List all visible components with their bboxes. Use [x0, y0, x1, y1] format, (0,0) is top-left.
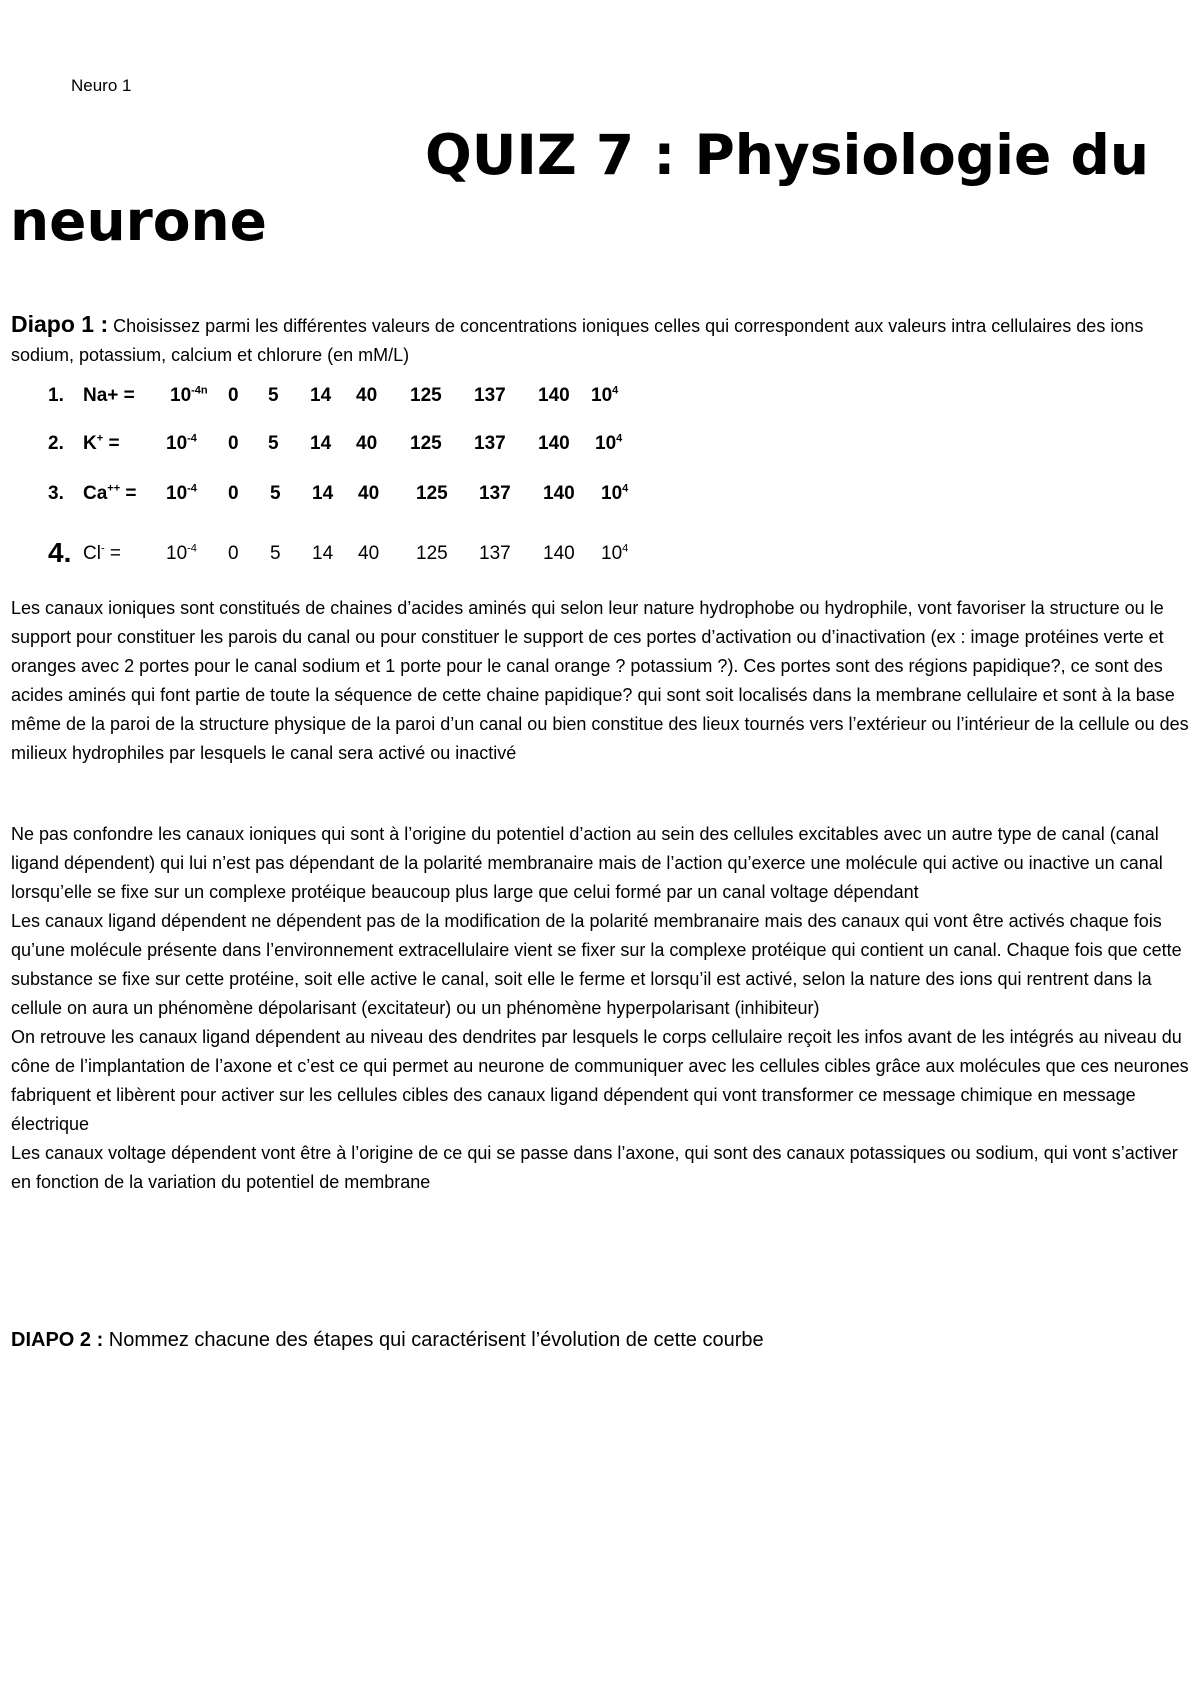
value-option: 14: [310, 385, 332, 406]
value-option: $10^4$: [591, 384, 619, 406]
value-option: 137: [479, 483, 511, 504]
value-option: 137: [474, 433, 506, 454]
value-option: 140: [538, 385, 570, 406]
value-option: 125: [410, 433, 442, 454]
value-option: $10^4$: [595, 432, 623, 454]
value-option: 5: [268, 385, 279, 406]
value-option: 40: [358, 483, 380, 504]
diapo1-label: Diapo 1 :: [11, 311, 109, 337]
value-option: 40: [356, 433, 378, 454]
value-option: 40: [356, 385, 378, 406]
value-option: $10^{-4}$: [166, 542, 197, 564]
value-option: 0: [228, 433, 239, 454]
diapo2-question: [11, 1329, 764, 1352]
value-option: 5: [270, 483, 281, 504]
value-option: $10^{-4}$: [166, 432, 197, 454]
value-option: 125: [416, 543, 448, 564]
paragraph-ion-channels: Les canaux ioniques sont constitués de chaines d’acides aminés qui selon leur nature hydrophobe ou hydrophile, vont favoriser la structure ou le support pour constituer les parois du canal ou pour constituer le support de ces portes d’activation ou d’inactivation (ex : image protéines verte et oranges avec 2 portes pour le canal sodium et 1 porte pour le canal orange ? potassium ?). Ces portes sont des régions papidique?, ce sont des acides aminés qui font partie de toute la séquence de cette chaine papidique? qui sont soit localisés dans la membrane cellulaire et sont à la base même de la paroi de la structure physique de la paroi d’un canal ou bien constitue des lieux tournés vers l’extérieur ou l’intérieur de la cellule ou des milieux hydrophiles par lesquels le canal sera activé ou inactivé: [11, 598, 1189, 763]
diapo2-label: DIAPO 2 :: [11, 1329, 104, 1351]
title-line-1: QUIZ 7 : Physiologie du: [425, 123, 1149, 187]
ion-label: Ca++ =: [83, 482, 137, 504]
value-option: 14: [312, 543, 334, 564]
value-option: 137: [474, 385, 506, 406]
item-number: 3.: [48, 483, 64, 504]
value-option: 0: [228, 483, 239, 504]
value-option: 125: [410, 385, 442, 406]
paragraph-voltage-channels: Les canaux voltage dépendent vont être à l’origine de ce qui se passe dans l’axone, qui sont des canaux potassiques ou sodium, qui vont s’activer en fonction de la variation du potentiel de membrane: [11, 1143, 1178, 1192]
value-option: 140: [538, 433, 570, 454]
value-option: $10^{-4n}$: [170, 384, 208, 406]
value-option: 140: [543, 543, 575, 564]
diapo1-question: [11, 310, 1191, 370]
value-option: 5: [268, 433, 279, 454]
ion-label: Cl- =: [83, 542, 121, 564]
page-title: [10, 122, 1190, 254]
value-option: $10^{-4}$: [166, 482, 197, 504]
value-option: $10^4$: [601, 482, 629, 504]
value-option: 0: [228, 385, 239, 406]
ion-label: Na+ =: [83, 385, 135, 406]
header-label: Neuro 1: [71, 76, 132, 95]
paragraph-group: [11, 820, 1191, 1197]
diapo1-question-text: Choisissez parmi les différentes valeurs de concentrations ioniques celles qui correspondent aux valeurs intra cellulaires des ions sodium, potassium, calcium et chlorure (en mM/L): [11, 316, 1144, 365]
item-number: 1.: [48, 385, 64, 406]
value-option: 0: [228, 543, 239, 564]
value-option: 137: [479, 543, 511, 564]
title-line-2: neurone: [10, 189, 267, 253]
item-number: 2.: [48, 433, 64, 454]
value-option: 40: [358, 543, 380, 564]
value-option: 125: [416, 483, 448, 504]
paragraph-ligand-vs-voltage: Ne pas confondre les canaux ioniques qui sont à l’origine du potentiel d’action au sein des cellules excitables avec un autre type de canal (canal ligand dépendent) qui lui n’est pas dépendant de la polarité membranaire mais de l’action qu’exerce une molécule qui active ou inactive un canal lorsqu’elle se fixe sur un complexe protéique beaucoup plus large que celui formé par un canal voltage dépendant: [11, 824, 1163, 902]
value-option: $10^4$: [601, 542, 629, 564]
value-option: 140: [543, 483, 575, 504]
paragraph-ligand-channels: Les canaux ligand dépendent ne dépendent pas de la modification de la polarité membranaire mais des canaux qui vont être activés chaque fois qu’une molécule présente dans l’environnement extracellulaire vient se fixer sur la complexe protéique qui contient un canal. Chaque fois que cette substance se fixe sur cette protéine, soit elle active le canal, soit elle le ferme et lorsqu’il est activé, selon la nature des ions qui rentrent dans la cellule on aura un phénomène dépolarisant (excitateur) ou un phénomène hyperpolarisant (inhibiteur): [11, 911, 1182, 1018]
value-option: 14: [310, 433, 332, 454]
paragraph-dendrites: On retrouve les canaux ligand dépendent au niveau des dendrites par lesquels le corps cellulaire reçoit les infos avant de les intégrés au niveau du cône de l’implantation de l’axone et c’est ce qui permet au neurone de communiquer avec les cellules cibles grâce aux molécules que ces neurones fabriquent et libèrent pour activer sur les cellules cibles des canaux ligand dépendent qui vont transformer ce message chimique en message électrique: [11, 1027, 1189, 1134]
value-option: 5: [270, 543, 281, 564]
value-option: 14: [312, 483, 334, 504]
ion-label: K+ =: [83, 432, 120, 454]
diapo2-question-text: Nommez chacune des étapes qui caractérisent l’évolution de cette courbe: [103, 1329, 764, 1351]
item-number: 4.: [48, 537, 72, 568]
